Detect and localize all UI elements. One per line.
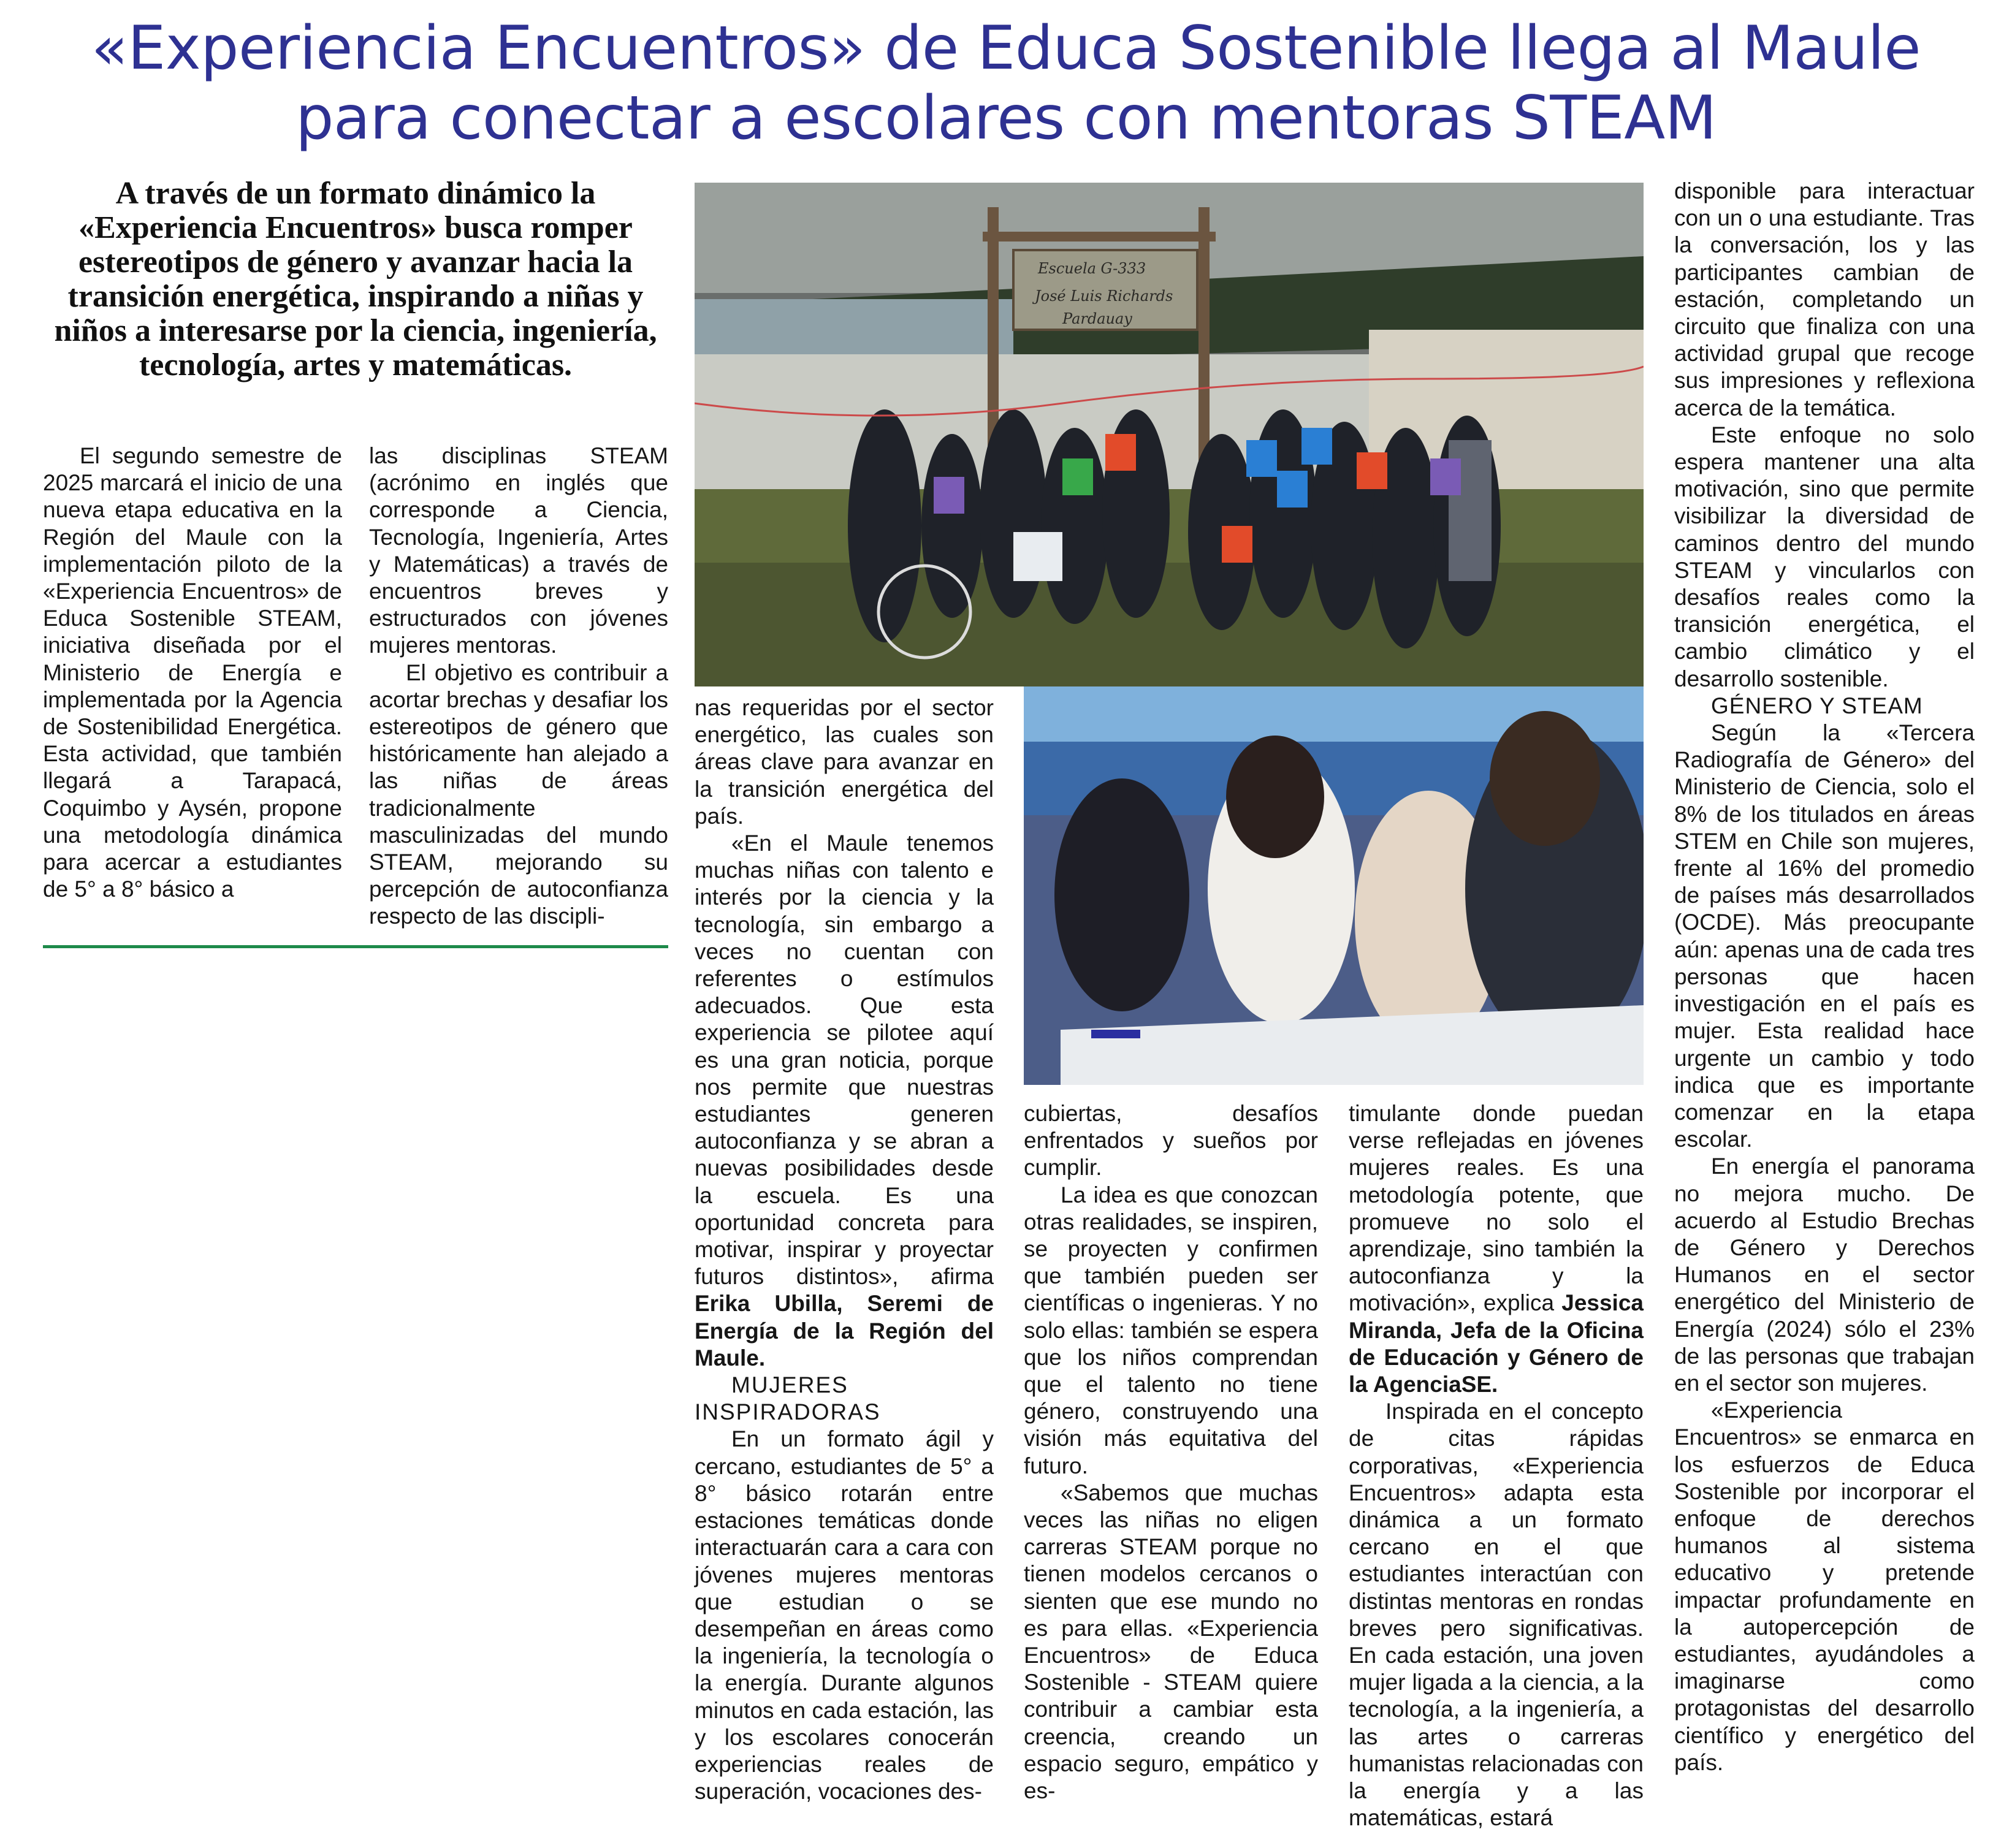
paragraph: cubiertas, desafíos enfrentados y sueños por cumplir.: [1024, 1101, 1318, 1181]
quote-text: timulante donde puedan verse reflejadas en jóvenes mujeres reales. Es una metodología potente, que promueve no solo el aprendizaje, sino también la autoconfianza y la motivación», explica: [1349, 1101, 1644, 1316]
sign-text-3: Pardauay: [1062, 310, 1132, 327]
headline-line-2: para conectar a escolares con mentoras STEAM: [295, 83, 1717, 153]
subheading: GÉNERO Y STEAM: [1711, 693, 1923, 718]
paragraph: [695, 830, 994, 1372]
quote-attribution: Erika Ubilla, Seremi de Energía de la Región del Maule.: [695, 1291, 994, 1371]
article-headline: [0, 13, 2012, 153]
photo-group-school: [695, 183, 1644, 686]
paragraph: En energía el panorama no mejora mucho. De acuerdo al Estudio Brechas de Género y Derechos Humanos en el sector energético del Ministerio de Energía (2024) sólo el 23% de las personas que trabajan en el sector son mujeres.: [1674, 1154, 1975, 1396]
paragraph: nas requeridas por el sector energético, las cuales son áreas clave para avanzar en la transición energética del país.: [695, 695, 994, 829]
paragraph: Este enfoque no solo espera mantener una alta motivación, sino que permite visibilizar la diversidad de caminos dentro del mundo STEAM y vincularlos con desafíos reales como la transición energética, el cambio climático y el desarrollo sostenible.: [1674, 422, 1975, 691]
text-column-3: [695, 694, 994, 1805]
paragraph: Según la «Tercera Radiografía de Género» del Ministerio de Ciencia, solo el 8% de los titulados en áreas STEM en Chile son mujeres, frente al 16% del promedio de países más desarrollados (OCDE). Más preocupante aún: apenas una de cada tres personas que hacen investigación en el país es mujer. Esta realidad hace urgente un cambio y todo indica que es importante comenzar en la etapa escolar.: [1674, 720, 1975, 1152]
text-column-5: [1349, 1100, 1644, 1831]
green-divider: [43, 945, 668, 948]
paragraph: «Experiencia Encuentros» se enmarca en los esfuerzos de Educa Sostenible por incorporar el enfoque de derechos humanos al sistema educativo y pretende impactar profundamente en la autopercepción de estudiantes, ayudándoles a imaginarse como protagonistas del desarrollo científico y energético del país.: [1674, 1397, 1975, 1775]
paragraph: las disciplinas STEAM (acrónimo en inglés que corresponde a Ciencia, Tecnología, Ingeniería, Artes y Matemáticas) a través de encuentros breves y estructurados con jóvenes mujeres mentoras.: [369, 443, 668, 658]
text-column-4: [1024, 1100, 1318, 1804]
headline-line-1: «Experiencia Encuentros» de Educa Sostenible llega al Maule: [91, 13, 1921, 83]
quote-text: «En el Maule tenemos muchas niñas con talento e interés por la ciencia y la tecnología, sin embargo a veces no cuentan con referentes o estímulos adecuados. Que esta experiencia se pilotee aquí es una gran noticia, porque nos permite que nuestras estudiantes generen autoconfianza y se abran a nuevas posibilidades desde la escuela. Es una oportunidad concreta para motivar, inspirar y proyectar futuros distintos», afirma: [695, 831, 994, 1290]
sign-text-2: José Luis Richards: [1035, 287, 1173, 305]
paragraph: El objetivo es contribuir a acortar brechas y desafiar los estereotipos de género que históricamente han alejado a las niñas de áreas tradicionalmente masculinizadas del mundo STEAM, mejorando su percepción de autoconfianza respecto de las discipli-: [369, 660, 668, 929]
paragraph: La idea es que conozcan otras realidades, se inspiren, se proyecten y confirmen que también pueden ser científicas o ingenieras. Y no solo ellas: también se espera que los niños comprendan que el talento no tiene género, construyendo una visión más equitativa del futuro.: [1024, 1182, 1318, 1478]
subheading: MUJERES INSPIRADORAS: [695, 1372, 881, 1425]
sign-text-1: Escuela G-333: [1038, 260, 1146, 277]
photo-students-table: [1024, 686, 1644, 1085]
paragraph: En un formato ágil y cercano, estudiantes de 5° a 8° básico rotarán entre estaciones temáticas donde interactuarán cara a cara con jóvenes mujeres mentoras que estudian o se desempeñan en áreas como la ingeniería, la tecnología o la energía. Durante algunos minutos en cada estación, las y los escolares conocerán experiencias reales de superación, vocaciones des-: [695, 1426, 994, 1804]
paragraph: disponible para interactuar con un o una estudiante. Tras la conversación, los y las participantes cambian de estación, completando un circuito que finaliza con una actividad grupal que recoge sus impresiones y reflexiona acerca de la temática.: [1674, 178, 1975, 420]
paragraph: «Sabemos que muchas veces las niñas no eligen carreras STEAM porque no tienen modelos cercanos o sienten que ese mundo no es para ellas. «Experiencia Encuentros» de Educa Sostenible - STEAM quiere contribuir a cambiar esta creencia, creando un espacio seguro, empático y es-: [1024, 1480, 1318, 1804]
quote-attribution: Jessica Miranda, Jefa de la Oficina de Educación y Género de la AgenciaSE.: [1349, 1290, 1644, 1397]
text-column-6: [1674, 178, 1975, 1776]
text-column-1: [43, 443, 342, 903]
paragraph: [1349, 1100, 1644, 1398]
article-lead: A través de un formato dinámico la «Experiencia Encuentros» busca romper estereotipos de género y avanzar hacia la transición energética, inspirando a niñas y niños a interesarse por la ciencia, ingeniería, tecnología, artes y matemáticas.: [54, 176, 657, 382]
paragraph: El segundo semestre de 2025 marcará el inicio de una nueva etapa educativa en la Región del Maule con la implementación piloto de la «Experiencia Encuentros» de Educa Sostenible STEAM, iniciativa diseñada por el Ministerio de Energía e implementada por la Agencia de Sostenibilidad Energética. Esta actividad, que también llegará a Tarapacá, Coquimbo y Aysén, propone una metodología dinámica para acercar a estudiantes de 5° a 8° básico a: [43, 443, 342, 902]
text-column-2: [369, 443, 668, 930]
paragraph: Inspirada en el concepto de citas rápidas corporativas, «Experiencia Encuentros» adapta esta dinámica a un formato cercano en el que estudiantes interactúan con distintas mentoras en rondas breves pero significativas. En cada estación, una joven mujer ligada a la ciencia, a la tecnología, a la ingeniería, a las artes o carreras humanistas relacionadas con la energía y a las matemáticas, estará: [1349, 1399, 1644, 1831]
